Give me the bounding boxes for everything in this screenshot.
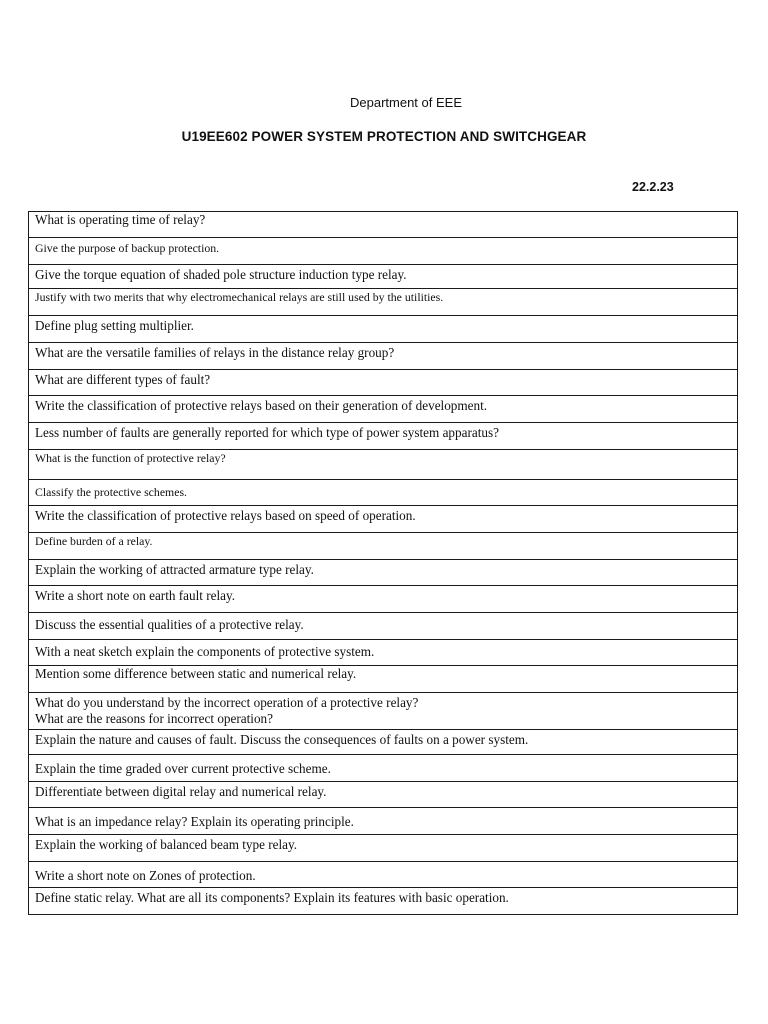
question-cell: Define burden of a relay. (29, 533, 738, 560)
question-cell: Classify the protective schemes. (29, 480, 738, 506)
question-cell: What is the function of protective relay? (29, 450, 738, 480)
question-cell: What do you understand by the incorrect operation of a protective relay? What are the reasons for incorrect operation? (29, 693, 738, 730)
question-cell: Mention some difference between static and numerical relay. (29, 666, 738, 693)
question-cell: Define plug setting multiplier. (29, 316, 738, 343)
question-cell: Write a short note on Zones of protection. (29, 862, 738, 888)
question-cell: What are different types of fault? (29, 370, 738, 396)
question-cell: Less number of faults are generally reported for which type of power system apparatus? (29, 423, 738, 450)
question-cell: Define static relay. What are all its components? Explain its features with basic operation. (29, 888, 738, 915)
question-cell: What is an impedance relay? Explain its operating principle. (29, 808, 738, 835)
question-cell: Explain the working of attracted armature type relay. (29, 560, 738, 586)
question-cell: With a neat sketch explain the components of protective system. (29, 640, 738, 666)
department-heading: Department of EEE (350, 95, 462, 110)
question-table (28, 211, 738, 915)
question-cell: Explain the working of balanced beam type relay. (29, 835, 738, 862)
question-cell: Give the purpose of backup protection. (29, 238, 738, 265)
document-date: 22.2.23 (632, 180, 674, 194)
question-cell: Differentiate between digital relay and numerical relay. (29, 782, 738, 808)
question-cell: Discuss the essential qualities of a protective relay. (29, 613, 738, 640)
question-cell: What is operating time of relay? (29, 212, 738, 238)
question-cell: Justify with two merits that why electromechanical relays are still used by the utilities. (29, 289, 738, 316)
course-title: U19EE602 POWER SYSTEM PROTECTION AND SWITCHGEAR (181, 129, 587, 144)
question-cell: Write a short note on earth fault relay. (29, 586, 738, 613)
question-cell: Give the torque equation of shaded pole structure induction type relay. (29, 265, 738, 289)
question-cell: Explain the nature and causes of fault. Discuss the consequences of faults on a power system. (29, 730, 738, 755)
question-cell: What are the versatile families of relays in the distance relay group? (29, 343, 738, 370)
question-cell: Explain the time graded over current protective scheme. (29, 755, 738, 782)
question-cell: Write the classification of protective relays based on speed of operation. (29, 506, 738, 533)
question-cell: Write the classification of protective relays based on their generation of development. (29, 396, 738, 423)
